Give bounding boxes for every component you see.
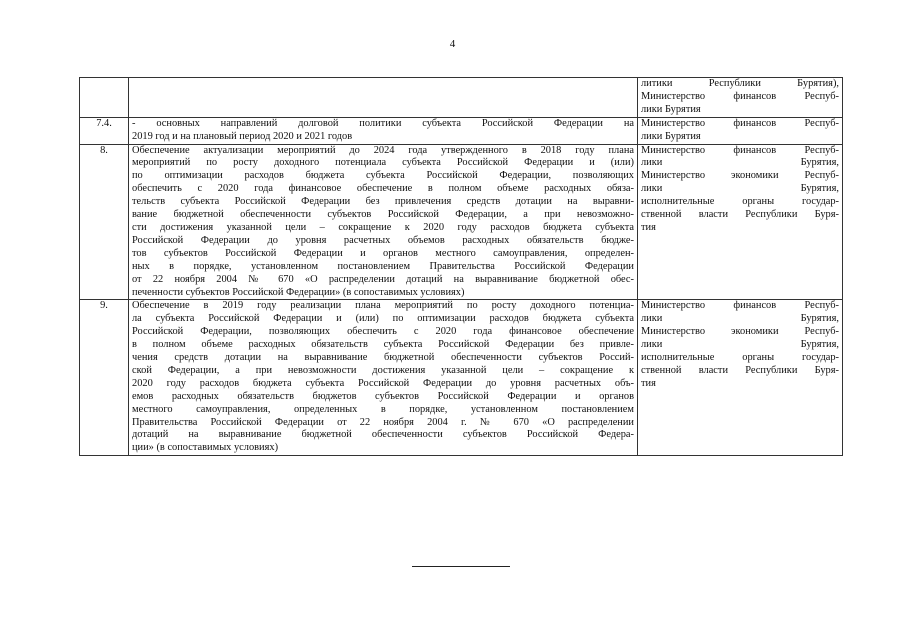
responsible-executor-cell	[638, 78, 843, 118]
end-rule	[412, 566, 510, 567]
responsible-executor-cell-line: лики Бурятия,	[641, 339, 839, 351]
responsible-executor-cell-line: лики Бурятия,	[641, 157, 839, 169]
measure-description-cell	[129, 144, 638, 300]
responsible-executor-cell-line: ственной власти Республики Буря-	[641, 364, 839, 376]
measure-description-cell-line: ской Федерации, а при невозможности достижения указанной цели – сокращение к	[132, 364, 634, 376]
measure-description-cell-line: ции» (в сопоставимых условиях)	[132, 442, 279, 454]
measure-description-cell-line: печенности субъектов Российской Федерации» (в сопоставимых условиях)	[132, 286, 465, 298]
table-row	[80, 117, 843, 144]
page-number: 4	[449, 38, 456, 50]
responsible-executor-cell	[638, 300, 843, 456]
responsible-executor-cell-line: лики Бурятия,	[641, 183, 839, 195]
measure-description-cell-line: сти достижения указанной цели – сокращение к 2020 году расходов бюджета субъекта	[132, 221, 634, 233]
responsible-executor-cell-line: ственной власти Республики Буря-	[641, 209, 839, 221]
responsible-executor-cell-line: лики Бурятия,	[641, 313, 839, 325]
measure-description-cell-line: ла субъекта Российской Федерации и (или) по оптимизации расходов бюджета субъекта	[132, 313, 634, 325]
measure-description-cell-line: дотаций на выравнивание бюджетной обеспеченности субъектов Российской Федера-	[132, 429, 634, 441]
row-number-cell: 8.	[80, 144, 129, 300]
responsible-executor-cell-line: тия	[641, 221, 656, 233]
responsible-executor-cell-line: Министерство финансов Респуб-	[641, 90, 839, 102]
responsible-executor-cell-line: лики Бурятия	[641, 130, 701, 142]
responsible-executor-cell-line: Министерство финансов Респуб-	[641, 117, 839, 129]
measure-description-cell-line: тельств субъекта Российской Федерации без привлечения средств дотации на выравни-	[132, 196, 634, 208]
measure-description-cell-line: Российской Федерации до уровня расчетных объемов расходных обязательств бюдже-	[132, 234, 634, 246]
measure-description-cell-line: 2019 год и на плановый период 2020 и 2021 годов	[132, 130, 353, 142]
responsible-executor-cell-line: тия	[641, 377, 656, 389]
measure-description-cell-line: Российской Федерации, позволяющих обеспечить с 2020 года финансовое обеспечение	[132, 326, 634, 338]
responsible-executor-cell-line: Министерство финансов Респуб-	[641, 300, 839, 312]
responsible-executor-cell	[638, 117, 843, 144]
row-number-cell: 9.	[80, 300, 129, 456]
measure-description-cell-line: тов субъектов Российской Федерации и органов местного самоуправления, определен-	[132, 247, 634, 259]
measures-table	[79, 77, 843, 456]
measure-description-cell-line: ных в порядке, установленном постановлением Правительства Российской Федерации	[132, 260, 634, 272]
measure-description-cell-line: Обеспечение актуализации мероприятий до 2024 года утвержденного в 2018 году плана	[132, 144, 634, 156]
responsible-executor-cell-line: лики Бурятия	[641, 103, 701, 115]
row-number-cell	[80, 78, 129, 118]
measure-description-cell-line: от 22 ноября 2004 № 670 «О распределении дотаций на выравнивание бюджетной обес-	[132, 273, 634, 285]
measure-description-cell-line: 2020 году расходов бюджета субъекта Российской Федерации до уровня расчетных объ-	[132, 377, 634, 389]
measure-description-cell-line: местного самоуправления, определенных в порядке, установленном постановлением	[132, 403, 634, 415]
measure-description-cell-line: по оптимизации расходов бюджета субъекта Российской Федерации, позволяющих	[132, 170, 634, 182]
measure-description-cell-line: чения средств дотации на выравнивание бюджетной обеспеченности субъектов Россий-	[132, 352, 634, 364]
measure-description-cell-line: вание бюджетной обеспеченности субъектов Российской Федерации, а при невозможно-	[132, 209, 634, 221]
table-row	[80, 78, 843, 118]
responsible-executor-cell	[638, 144, 843, 300]
table-row	[80, 144, 843, 300]
measure-description-cell-line: обеспечить с 2020 года финансовое обеспечение в полном объеме расходных обяза-	[132, 183, 634, 195]
responsible-executor-cell-line: исполнительные органы государ-	[641, 196, 839, 208]
measure-description-cell	[129, 117, 638, 144]
responsible-executor-cell-line: исполнительные органы государ-	[641, 352, 839, 364]
row-number-cell: 7.4.	[80, 117, 129, 144]
measure-description-cell-line: Обеспечение в 2019 году реализации плана мероприятий по росту доходного потенциа-	[132, 300, 634, 312]
measure-description-cell-line: мероприятий по росту доходного потенциала субъекта Российской Федерации и (или)	[132, 157, 634, 169]
responsible-executor-cell-line: литики Республики Бурятия),	[641, 78, 839, 89]
measure-description-cell	[129, 300, 638, 456]
measure-description-cell-line: - основных направлений долговой политики субъекта Российской Федерации на	[132, 117, 634, 129]
measure-description-cell-line: Правительства Российской Федерации от 22 ноября 2004 г. № 670 «О распределении	[132, 416, 634, 428]
measure-description-cell	[129, 78, 638, 118]
table-row	[80, 300, 843, 456]
responsible-executor-cell-line: Министерство финансов Респуб-	[641, 144, 839, 156]
measure-description-cell-line: в полном объеме расходных обязательств субъекта Российской Федерации без привле-	[132, 339, 634, 351]
table-body	[80, 78, 843, 456]
responsible-executor-cell-line: Министерство экономики Респуб-	[641, 170, 839, 182]
responsible-executor-cell-line: Министерство экономики Респуб-	[641, 326, 839, 338]
measure-description-cell-line: емов расходных обязательств бюджетов субъектов Российской Федерации и органов	[132, 390, 634, 402]
